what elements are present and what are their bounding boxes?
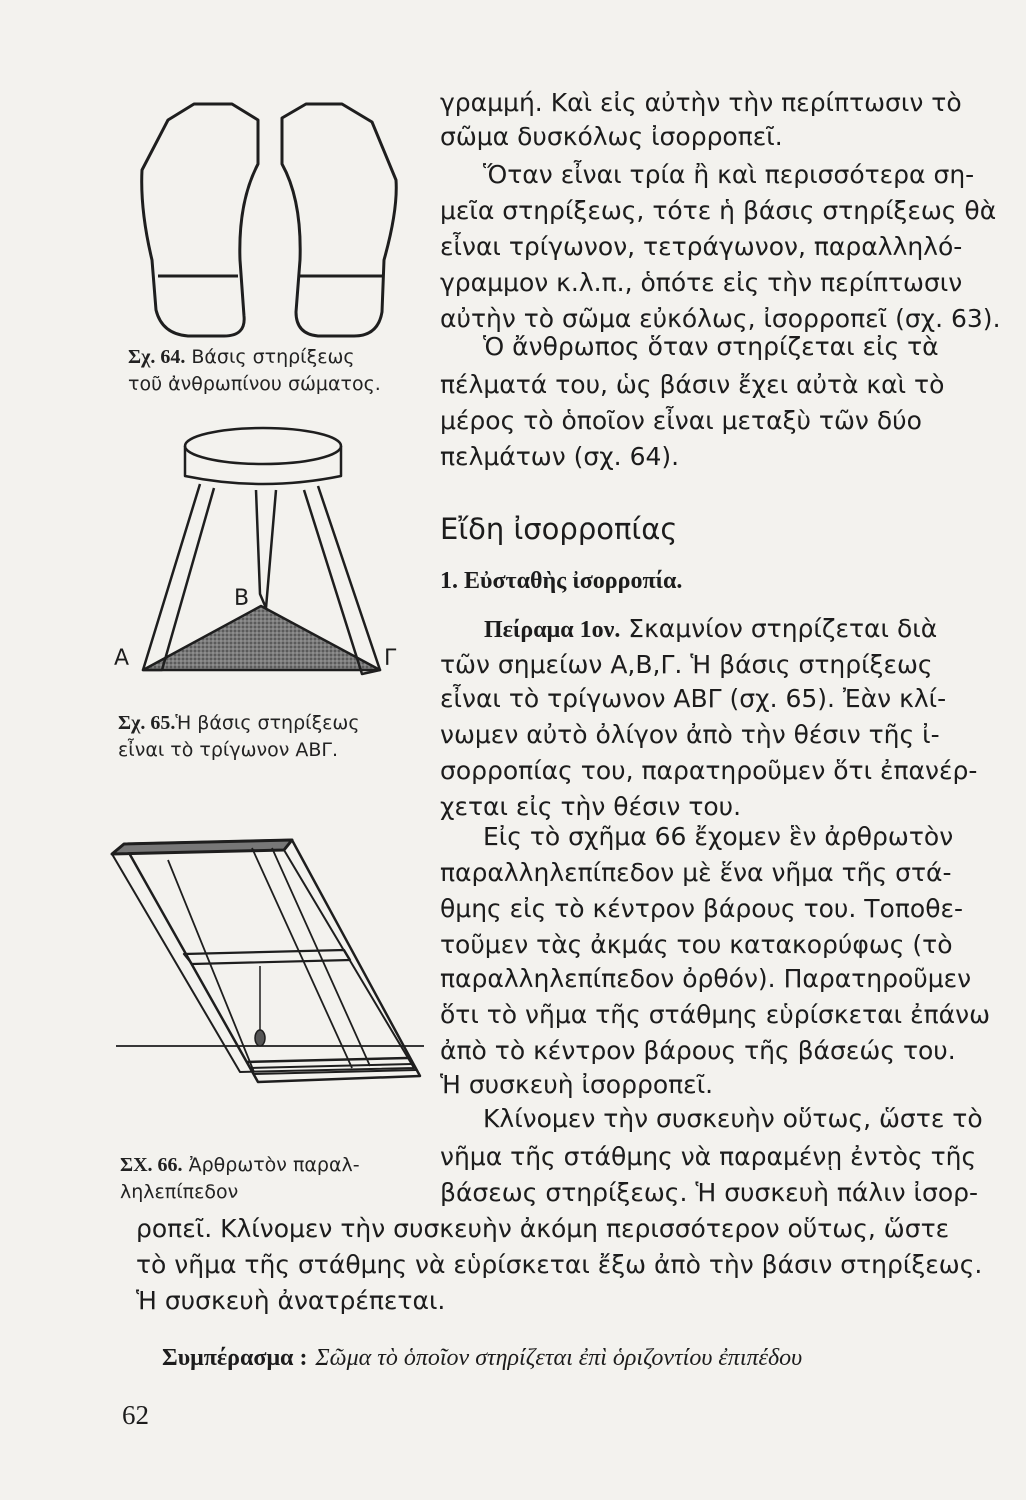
body-line: θμης εἰς τὸ κέντρον βάρους του. Τοποθε-	[440, 894, 964, 923]
body-line: μεῖα στηρίξεως, τότε ἡ βάσις στηρίξεως θὰ	[440, 196, 997, 225]
body-line: μέρος τὸ ὁποῖον εἶναι μεταξὺ τῶν δύο	[440, 406, 922, 435]
body-line: Ἡ συσκευὴ ἀνατρέπεται.	[136, 1286, 446, 1315]
figure-64-caption-line2: τοῦ ἀνθρωπίνου σώματος.	[128, 373, 381, 395]
body-line: παραλληλεπίπεδον ὀρθόν). Παρατηροῦμεν	[440, 964, 972, 993]
body-line: Κλίνομεν τὴν συσκευὴν οὕτως, ὥστε τὸ	[483, 1104, 983, 1133]
body-line: πέλματά του, ὡς βάσιν ἔχει αὐτὰ καὶ τὸ	[440, 370, 945, 399]
body-line: εἶναι τὸ τρίγωνον ΑΒΓ (σχ. 65). Ἐὰν κλί-	[440, 684, 947, 713]
experiment-text: Σκαμνίον στηρίζεται διὰ	[620, 614, 938, 643]
figure-65-label-g: Γ	[384, 646, 397, 671]
figure-65-label-b: Β	[234, 586, 250, 611]
figure-65-caption	[118, 710, 360, 764]
body-line: ροπεῖ. Κλίνομεν τὴν συσκευὴν ἀκόμη περισσότερον οὕτως, ὥστε	[136, 1214, 950, 1243]
figure-66-number: ΣΧ. 66.	[120, 1154, 183, 1176]
figure-64-shoe-soles	[134, 100, 404, 340]
body-line: εἶναι τρίγωνον, τετράγωνον, παραλληλό-	[440, 232, 963, 261]
body-line: σορροπίας του, παρατηροῦμεν ὅτι ἐπανέρ-	[440, 756, 978, 785]
body-line: Εἰς τὸ σχῆμα 66 ἔχομεν ἓν ἀρθρωτὸν	[483, 822, 954, 851]
figure-65-label-a: Α	[114, 646, 130, 671]
page-number: 62	[122, 1400, 149, 1430]
body-line: σῶμα δυσκόλως ἰσορροπεῖ.	[440, 122, 783, 151]
figure-64-caption	[128, 344, 381, 398]
figure-65-number: Σχ. 65.	[118, 712, 176, 734]
conclusion-text: Σῶμα τὸ ὁποῖον στηρίζεται ἐπὶ ὁριζοντίου ἐπιπέδου	[315, 1345, 803, 1371]
body-line: Ἡ συσκευὴ ἰσορροπεῖ.	[440, 1070, 714, 1099]
body-line: τὸ νῆμα τῆς στάθμης νὰ εὑρίσκεται ἔξω ἀπὸ τὴν βάσιν στηρίξεως.	[136, 1250, 983, 1279]
figure-66-parallelepiped	[108, 836, 428, 1096]
figure-65-caption-text: Ἡ βάσις στηρίξεως	[175, 712, 360, 734]
figure-66-caption	[120, 1152, 360, 1206]
figure-64-caption-text: Βάσις στηρίξεως	[185, 346, 355, 368]
subsection-heading: 1. Εὐσταθὴς ἰσορροπία.	[440, 568, 683, 594]
body-line: πελμάτων (σχ. 64).	[440, 442, 680, 471]
body-line: ἀπὸ τὸ κέντρον βάρους τῆς βάσεώς του.	[440, 1036, 956, 1065]
conclusion-label: Συμπέρασμα :	[162, 1345, 308, 1371]
body-line: τοῦμεν τὰς ἀκμάς του κατακορύφως (τὸ	[440, 930, 953, 959]
body-line: νωμεν αὐτὸ ὀλίγον ἀπὸ τὴν θέσιν τῆς ἰ-	[440, 720, 940, 749]
body-line: βάσεως στηρίξεως. Ἡ συσκευὴ πάλιν ἰσορ-	[440, 1178, 979, 1207]
experiment-label: Πείραμα 1ον.	[484, 617, 621, 643]
body-line: παραλληλεπίπεδον μὲ ἕνα νῆμα τῆς στά-	[440, 858, 952, 887]
body-line: Ὅταν εἶναι τρία ἢ καὶ περισσότερα ση-	[483, 160, 975, 189]
body-line: γραμμή. Καὶ εἰς αὐτὴν τὴν περίπτωσιν τὸ	[440, 88, 962, 117]
section-heading: Εἴδη ἰσορροπίας	[440, 512, 678, 546]
experiment-line	[484, 612, 937, 647]
conclusion	[162, 1340, 802, 1375]
body-line: γραμμον κ.λ.π., ὁπότε εἰς τὴν περίπτωσιν	[440, 268, 963, 297]
figure-64-number: Σχ. 64.	[128, 346, 186, 368]
body-line: Ὁ ἄνθρωπος ὅταν στηρίζεται εἰς τὰ	[483, 332, 939, 361]
figure-65-caption-line2: εἶναι τὸ τρίγωνον ΑΒΓ.	[118, 739, 339, 761]
body-line: τῶν σημείων Α,Β,Γ. Ἡ βάσις στηρίξεως	[440, 650, 933, 679]
figure-66-caption-line2: ληλεπίπεδον	[120, 1181, 239, 1203]
body-line: χεται εἰς τὴν θέσιν του.	[440, 792, 742, 821]
figure-66-caption-text: Ἀρθρωτὸν παραλ-	[182, 1154, 360, 1176]
body-line: νῆμα τῆς στάθμης νὰ παραμένῃ ἐντὸς τῆς	[440, 1142, 977, 1171]
body-line: αὐτὴν τὸ σῶμα εὐκόλως, ἰσορροπεῖ (σχ. 63).	[440, 304, 1001, 333]
body-line: ὅτι τὸ νῆμα τῆς στάθμης εὑρίσκεται ἐπάνω	[440, 1000, 991, 1029]
figure-65-stool	[114, 418, 408, 698]
